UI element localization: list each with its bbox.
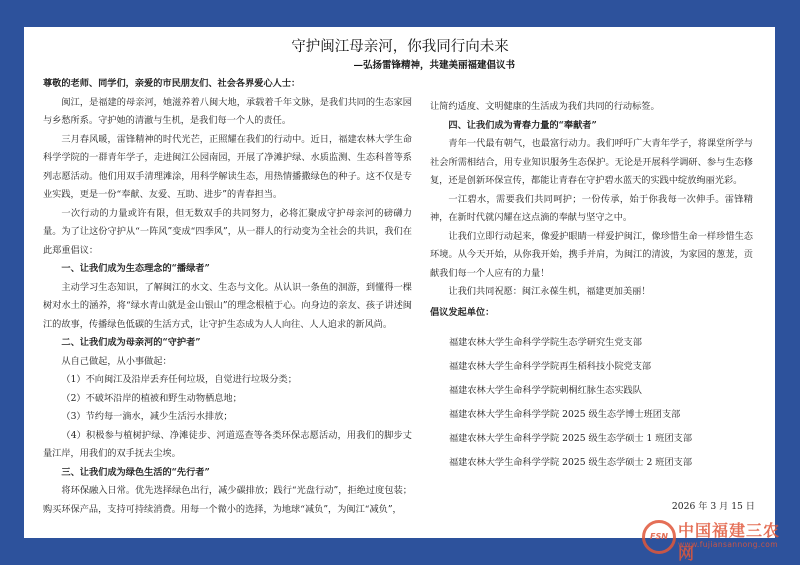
initiator-item: 福建农林大学生命科学学院刺桐红脉生态实践队 [449, 385, 642, 396]
paragraph: 青年一代最有朝气，也最富行动力。我们呼吁广大青年学子，将课堂所学与社会所需相结合，用专业知识服务生态保护。无论是开展科学调研、参与生态修复，还是创新环保宣传，都能让青春在守护碧水蓝天的实践中绽放绚丽光彩。 [430, 138, 753, 186]
section-heading: 四、让我们成为青春力量的“奉献者” [448, 119, 597, 131]
list-item: （1）不向闽江及沿岸丢弃任何垃圾，自觉进行垃圾分类； [61, 374, 297, 385]
initiator-item: 福建农林大学生命科学学院 2025 级生态学博士班团支部 [449, 409, 681, 420]
list-item: （2）不破坏沿岸的植被和野生动物栖息地； [61, 392, 242, 404]
paragraph-continuation: 让简约适度、文明健康的生活成为我们共同的行动标签。 [430, 101, 660, 112]
section-heading: 一、让我们成为生态理念的“播绿者” [61, 263, 210, 274]
paragraph: 一江碧水，需要我们共同呵护；一份传承，始于你我每一次伸手。雷锋精神，在新时代就闪耀在这点滴的奉献与坚守之中。 [430, 193, 753, 223]
paragraph: 将环保融入日常。优先选择绿色出行，减少碳排放；践行“光盘行动”，拒绝过度包装；购买环保产品，支持可持续消费。用每一个微小的选择，为地球“减负”，为闽江“减负”， [43, 485, 412, 515]
initiator-item: 福建农林大学生命科学学院 2025 级生态学硕士 2 班团支部 [449, 457, 693, 468]
paragraph: 从自己做起，从小事做起： [61, 355, 172, 367]
watermark-name: 中国福建三农网 [678, 521, 781, 563]
document-date: 2026 年 3 月 15 日 [671, 501, 755, 512]
paragraph: 一次行动的力量或许有限，但无数双手的共同努力，必将汇聚成守护母亲河的磅礴力量。为了让这份守护从“一阵风”变成“四季风”，从一群人的行动变为全社会的共识，我们在此郑重倡议： [43, 207, 412, 256]
initiator-item: 福建农林大学生命科学学院 2025 级生态学硕士 1 班团支部 [449, 433, 693, 444]
initiators-list [449, 331, 692, 475]
paragraph: 让我们立即行动起来，像爱护眼睛一样爱护闽江，像珍惜生命一样珍惜生态环境。从今天开始，从你我开始，携手并肩，为闽江的清波，为家园的葱茏，贡献我们每一个人应有的力量！ [430, 230, 753, 279]
watermark [640, 518, 795, 563]
initiator-item: 福建农林大学生命科学学院生态学研究生党支部 [449, 337, 642, 348]
left-column [43, 75, 412, 519]
watermark-url: www.fujiansannong.com [678, 540, 778, 549]
paragraph: 主动学习生态知识，了解闽江的水文、生态与文化。从认识一条鱼的洄游，到懂得一棵树对水土的涵养，将“绿水青山就是金山银山”的理念根植于心。向身边的亲友、孩子讲述闽江的故事，传播绿色低碳的生活方式，让守护生态成为人人向往、人人追求的新风尚。 [43, 281, 412, 330]
paragraph: 让我们共同祝愿：闽江永葆生机，福建更加美丽！ [448, 286, 651, 297]
paragraph: 三月春风暖，雷锋精神的时代光芒，正照耀在我们的行动中。近日，福建农林大学生命科学学院的一群青年学子，走进闽江公园南园，开展了净滩护绿、水质监测、生态科普等系列志愿活动。他们用双手清理滩涂，用科学解读生态，用热情播撒绿色的种子。这不仅是专业实践，更是一份“奉献、友爱、互助、进步”的青春担当。 [43, 133, 412, 200]
list-item: （4）积极参与植树护绿、净滩徒步、河道巡查等各类环保志愿活动，用我们的脚步丈量江岸，用我们的双手抚去尘埃。 [43, 429, 412, 459]
section-heading: 三、让我们成为绿色生活的“先行者” [61, 466, 210, 478]
right-column [430, 98, 753, 302]
list-item: （3）节约每一滴水，减少生活污水排放； [61, 411, 233, 422]
initiator-item: 福建农林大学生命科学学院再生稻科技小院党支部 [449, 361, 652, 372]
section-heading: 二、让我们成为母亲河的“守护者” [61, 337, 201, 348]
paragraph: 闽江，是福建的母亲河，她滋养着八闽大地，承载着千年文脉，是我们共同的生态家园与乡愁所系。守护她的清澈与生机，是我们每一个人的责任。 [43, 96, 412, 126]
document-title: 守护闽江母亲河，你我同行向未来 [291, 39, 509, 55]
greeting: 尊敬的老师、同学们，亲爱的市民朋友们、社会各界爱心人士： [43, 78, 301, 89]
initiators-title: 倡议发起单位： [430, 307, 495, 318]
watermark-logo-icon: FSN [642, 520, 676, 554]
document-subtitle: —弘扬雷锋精神，共建美丽福建倡议书 [353, 60, 515, 71]
